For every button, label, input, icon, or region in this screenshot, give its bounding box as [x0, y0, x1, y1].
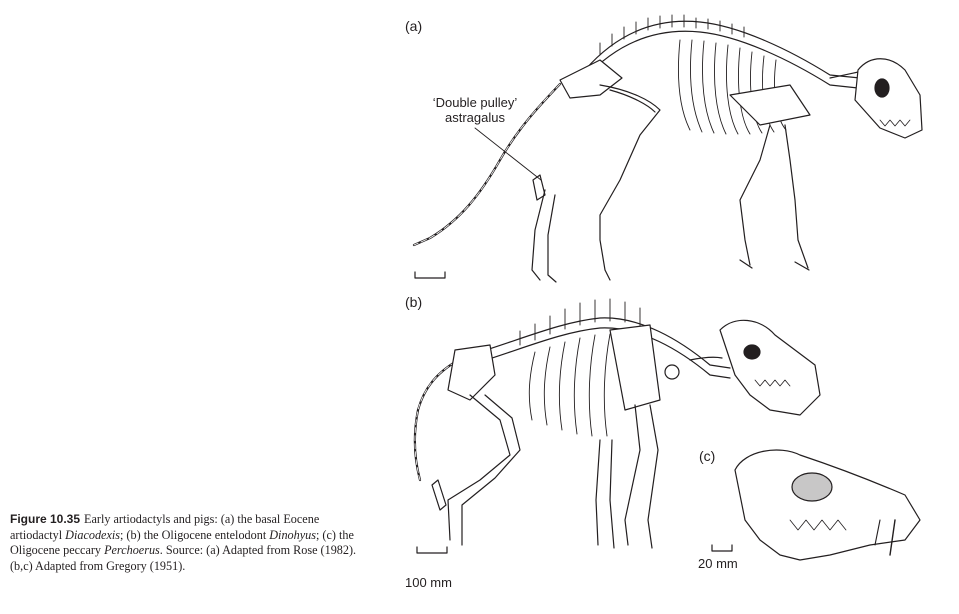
scale-label-100mm: 100 mm: [405, 575, 452, 590]
panel-c-label: (c): [699, 448, 716, 464]
diacodexis-skeleton: [414, 15, 922, 282]
perchoerus-skull: [712, 450, 920, 560]
caption-taxon-dinohyus: Dinohyus: [269, 527, 316, 542]
scale-label-20mm: 20 mm: [698, 556, 738, 571]
caption-text-3: ; (c) the Oligocene peccary: [10, 527, 354, 558]
astragalus-annotation: [400, 95, 550, 125]
panel-a-label: (a): [405, 18, 423, 34]
caption-text-1: Early artiodactyls and pigs: (a) the basal Eocene artiodactyl: [10, 512, 320, 542]
figure-caption: [10, 512, 360, 574]
panel-b-label: (b): [405, 294, 423, 310]
figure-number: Figure 10.35: [10, 512, 81, 526]
annotation-line-1: ‘Double pulley’: [432, 95, 518, 110]
caption-taxon-diacodexis: Diacodexis: [65, 527, 120, 542]
annotation-line-2: astragalus: [445, 110, 505, 125]
caption-text-4: . Source: (a) Adapted from Rose (1982). (b,c) Adapted from Gregory (1951).: [10, 543, 357, 573]
caption-text-2: ; (b) the Oligocene entelodont: [120, 527, 270, 542]
caption-taxon-perchoerus: Perchoerus: [104, 543, 160, 558]
